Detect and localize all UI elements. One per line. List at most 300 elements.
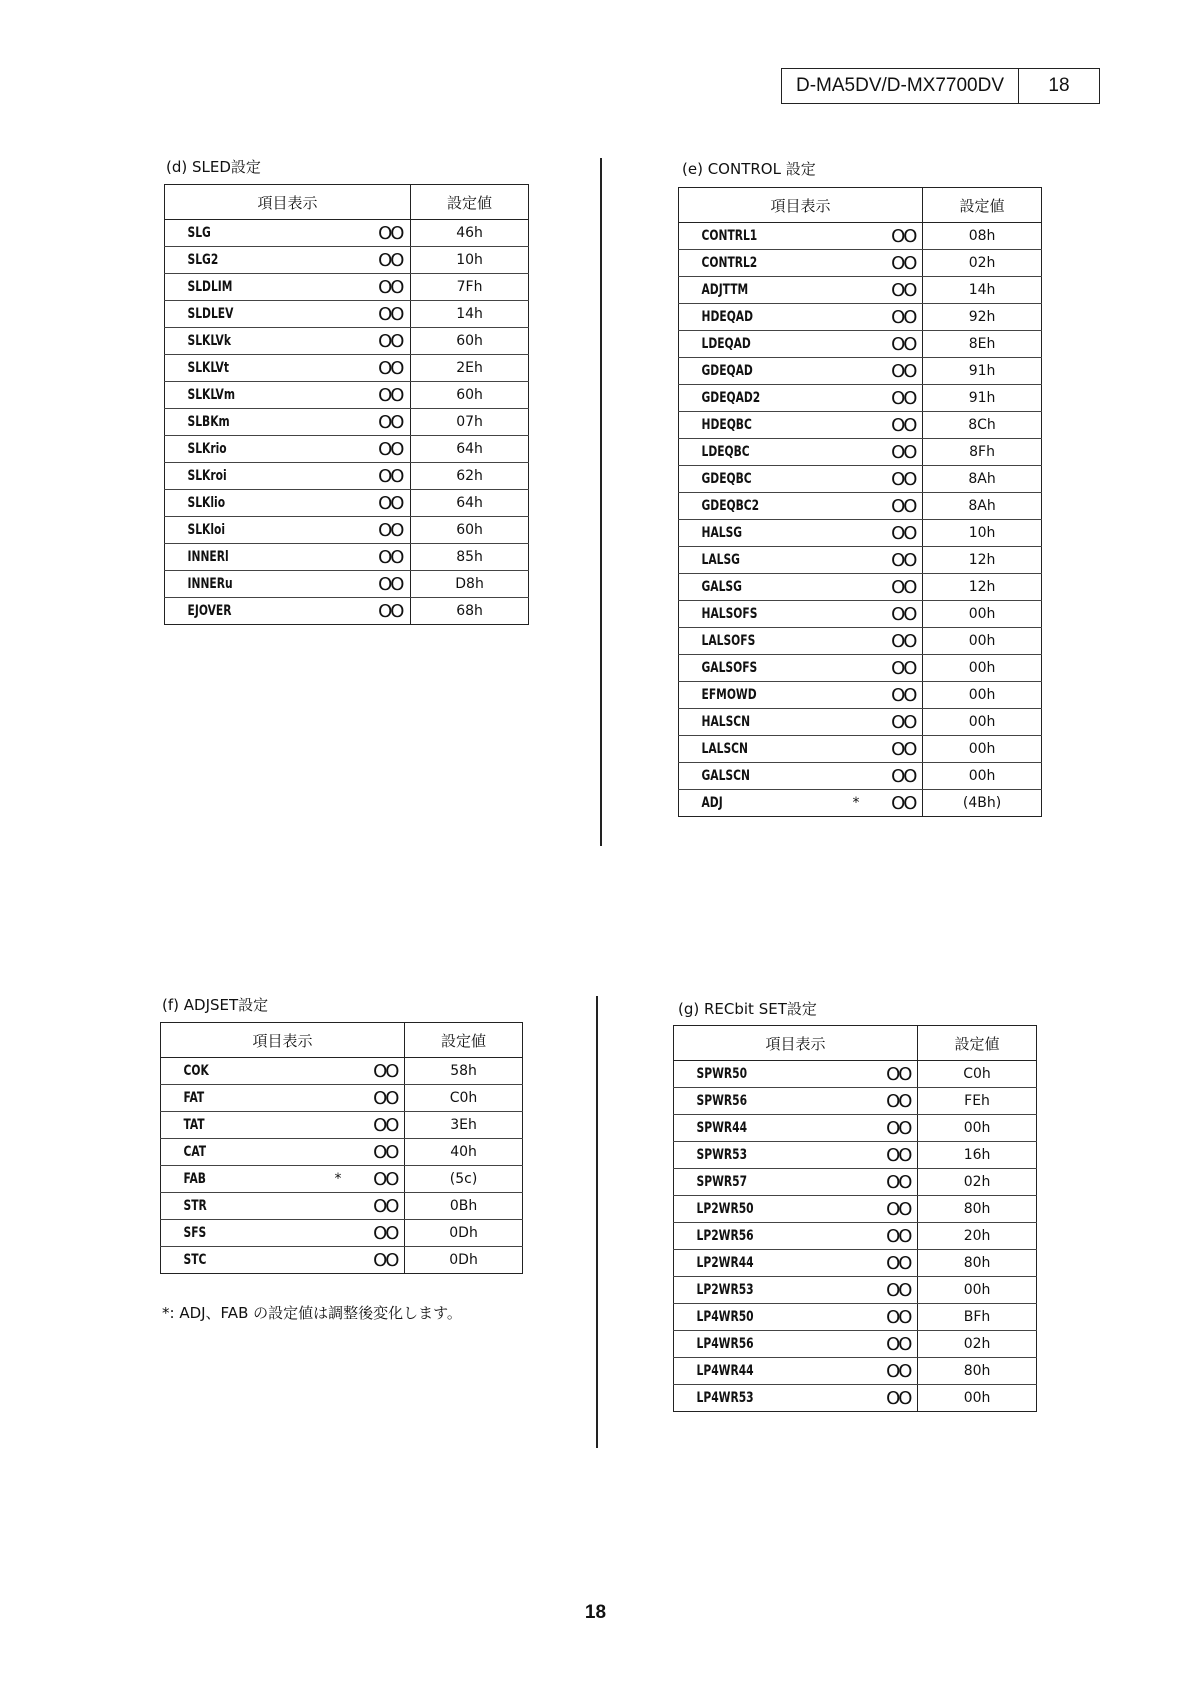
adjust-marker: [335, 598, 371, 625]
table-row: [165, 301, 529, 328]
table-row: [679, 682, 1042, 709]
adjust-marker: [335, 436, 371, 463]
setting-name: HDEQAD: [679, 304, 824, 331]
adjust-marker: [331, 1193, 367, 1220]
placeholder-mark: OO: [371, 274, 411, 301]
setting-value: 60h: [411, 328, 529, 355]
placeholder-mark: OO: [880, 1196, 918, 1223]
placeholder-mark: OO: [880, 1061, 918, 1088]
document-header: [781, 68, 1100, 104]
setting-name: LP2WR44: [674, 1250, 819, 1277]
setting-value: 20h: [918, 1223, 1037, 1250]
setting-value: 8Eh: [923, 331, 1042, 358]
setting-name: ADJ: [701, 795, 723, 811]
placeholder-mark: OO: [885, 790, 923, 817]
setting-name: COK: [161, 1058, 306, 1085]
setting-value: 91h: [923, 385, 1042, 412]
placeholder-mark: OO: [880, 1223, 918, 1250]
placeholder-mark: OO: [880, 1250, 918, 1277]
setting-name: LALSG: [679, 547, 824, 574]
adjust-marker: *: [852, 795, 860, 811]
adjust-marker: [331, 1058, 367, 1085]
setting-value: 08h: [923, 223, 1042, 250]
placeholder-mark: OO: [367, 1247, 405, 1274]
setting-value: 2Eh: [411, 355, 529, 382]
setting-name: SLG: [165, 220, 310, 247]
setting-value: 7Fh: [411, 274, 529, 301]
placeholder-mark: OO: [885, 331, 923, 358]
placeholder-mark: OO: [885, 304, 923, 331]
setting-value: 60h: [411, 382, 529, 409]
table-row: [674, 1142, 1037, 1169]
setting-value: 00h: [923, 682, 1042, 709]
setting-value: 00h: [918, 1277, 1037, 1304]
placeholder-mark: OO: [880, 1277, 918, 1304]
adjust-marker: [849, 331, 885, 358]
placeholder-mark: OO: [371, 328, 411, 355]
adjust-marker: [849, 547, 885, 574]
adjust-marker: [844, 1223, 880, 1250]
placeholder-mark: OO: [371, 490, 411, 517]
column-header-item: 項目表示: [161, 1023, 405, 1058]
setting-name: SLKloi: [165, 517, 310, 544]
setting-name: GALSCN: [679, 763, 824, 790]
column-header-value: 設定値: [918, 1026, 1037, 1061]
setting-name: SPWR57: [674, 1169, 819, 1196]
adjust-marker: [335, 517, 371, 544]
table-row: [679, 628, 1042, 655]
table-row: [674, 1331, 1037, 1358]
table-row: [679, 493, 1042, 520]
setting-name: LP4WR44: [674, 1358, 819, 1385]
column-divider-top: [600, 158, 602, 846]
placeholder-mark: OO: [371, 571, 411, 598]
table-row: [161, 1220, 523, 1247]
table-row: [679, 331, 1042, 358]
placeholder-mark: OO: [367, 1112, 405, 1139]
placeholder-mark: OO: [367, 1058, 405, 1085]
setting-name: LDEQAD: [679, 331, 824, 358]
adjust-marker: [335, 463, 371, 490]
placeholder-mark: OO: [885, 250, 923, 277]
placeholder-mark: OO: [885, 628, 923, 655]
setting-value: 60h: [411, 517, 529, 544]
setting-value: (5c): [405, 1166, 523, 1193]
placeholder-mark: OO: [880, 1115, 918, 1142]
placeholder-mark: OO: [885, 385, 923, 412]
placeholder-mark: OO: [367, 1166, 405, 1193]
setting-name: SLKroi: [165, 463, 310, 490]
section-title-adjset: (f) ADJSET設定: [162, 996, 269, 1014]
setting-name: LP2WR50: [674, 1196, 819, 1223]
adjust-marker: [849, 736, 885, 763]
adjust-marker: [844, 1196, 880, 1223]
table-row: [674, 1358, 1037, 1385]
table-row: [679, 466, 1042, 493]
setting-name: FAB: [161, 1166, 306, 1193]
adjust-marker: [335, 220, 371, 247]
table-row: [679, 385, 1042, 412]
adjust-marker: [849, 412, 885, 439]
table-row: [674, 1088, 1037, 1115]
adjust-marker: [849, 655, 885, 682]
column-header-value: 設定値: [923, 188, 1042, 223]
table-row: [165, 409, 529, 436]
table-row: [165, 274, 529, 301]
table-row: [165, 436, 529, 463]
setting-value: FEh: [918, 1088, 1037, 1115]
column-header-item: 項目表示: [679, 188, 923, 223]
table-row: [679, 304, 1042, 331]
setting-value: 12h: [923, 547, 1042, 574]
adjust-marker: [844, 1331, 880, 1358]
setting-value: 00h: [923, 655, 1042, 682]
table-row: [679, 358, 1042, 385]
placeholder-mark: OO: [885, 223, 923, 250]
setting-name: GDEQBC2: [679, 493, 824, 520]
setting-value: 00h: [963, 1390, 991, 1406]
adjust-marker: [335, 490, 371, 517]
setting-value: 10h: [411, 247, 529, 274]
setting-name: LALSCN: [679, 736, 824, 763]
setting-name: EFMOWD: [679, 682, 824, 709]
setting-name: LALSOFS: [679, 628, 824, 655]
setting-value: 58h: [405, 1058, 523, 1085]
setting-name: GALSG: [679, 574, 824, 601]
setting-name: GALSOFS: [679, 655, 824, 682]
setting-name: INNERu: [165, 571, 310, 598]
table-row: [674, 1169, 1037, 1196]
setting-value: 8Fh: [923, 439, 1042, 466]
control-settings-table: [678, 187, 1042, 817]
setting-value: 64h: [411, 490, 529, 517]
placeholder-mark: OO: [371, 598, 411, 625]
table-row: [165, 571, 529, 598]
setting-value: 02h: [918, 1169, 1037, 1196]
placeholder-mark: OO: [885, 655, 923, 682]
table-row: [674, 1115, 1037, 1142]
setting-value: 8Ah: [923, 466, 1042, 493]
placeholder-mark: OO: [880, 1304, 918, 1331]
placeholder-mark: OO: [885, 493, 923, 520]
table-row: [679, 412, 1042, 439]
adjust-marker: [849, 304, 885, 331]
section-title-control: (e) CONTROL 設定: [682, 160, 816, 178]
setting-name: LP2WR56: [674, 1223, 819, 1250]
setting-name: SLDLEV: [165, 301, 310, 328]
setting-value: 91h: [923, 358, 1042, 385]
adjust-marker: [335, 274, 371, 301]
setting-value: 80h: [918, 1358, 1037, 1385]
adjust-marker: [335, 328, 371, 355]
setting-name: CONTRL2: [679, 250, 824, 277]
setting-name: SLKrio: [165, 436, 310, 463]
setting-name: HALSOFS: [679, 601, 824, 628]
table-row: [165, 382, 529, 409]
adjust-marker: [335, 382, 371, 409]
adjust-marker: [844, 1304, 880, 1331]
setting-value: 68h: [456, 603, 483, 619]
adjust-marker: [849, 385, 885, 412]
adjset-settings-table: [160, 1022, 523, 1274]
adjust-marker: [335, 571, 371, 598]
table-row: [165, 490, 529, 517]
placeholder-mark: OO: [367, 1085, 405, 1112]
placeholder-mark: OO: [885, 439, 923, 466]
adjust-marker: [844, 1358, 880, 1385]
placeholder-mark: OO: [885, 574, 923, 601]
table-row: [679, 790, 1042, 817]
placeholder-mark: OO: [880, 1088, 918, 1115]
setting-name: TAT: [161, 1112, 306, 1139]
setting-name: SLKlio: [165, 490, 310, 517]
adjust-marker: [844, 1277, 880, 1304]
adjust-marker: [335, 355, 371, 382]
adjust-marker: [335, 247, 371, 274]
table-row: [674, 1223, 1037, 1250]
placeholder-mark: OO: [371, 544, 411, 571]
table-row: [161, 1166, 523, 1193]
placeholder-mark: OO: [885, 709, 923, 736]
setting-value: 64h: [411, 436, 529, 463]
setting-name: GDEQAD: [679, 358, 824, 385]
column-header-item: 項目表示: [165, 185, 411, 220]
section-title-recbit-set: (g) RECbit SET設定: [678, 1000, 817, 1018]
setting-value: 07h: [411, 409, 529, 436]
setting-name: SLDLIM: [165, 274, 310, 301]
setting-name: SFS: [161, 1220, 306, 1247]
setting-value: BFh: [918, 1304, 1037, 1331]
footnote: *: ADJ、FAB の設定値は調整後変化します。: [162, 1304, 462, 1322]
placeholder-mark: OO: [880, 1331, 918, 1358]
setting-value: 00h: [923, 763, 1042, 790]
setting-value: 16h: [918, 1142, 1037, 1169]
table-row: [674, 1196, 1037, 1223]
header-page-number: 18: [1048, 75, 1070, 96]
adjust-marker: [849, 601, 885, 628]
setting-value: 00h: [918, 1115, 1037, 1142]
setting-name: FAT: [161, 1085, 306, 1112]
adjust-marker: [331, 1112, 367, 1139]
table-row: [165, 247, 529, 274]
setting-value: (4Bh): [962, 795, 1002, 811]
adjust-marker: [844, 1250, 880, 1277]
placeholder-mark: OO: [885, 682, 923, 709]
placeholder-mark: OO: [885, 520, 923, 547]
placeholder-mark: OO: [885, 277, 923, 304]
table-row: [679, 601, 1042, 628]
table-row: [679, 574, 1042, 601]
table-row: [165, 598, 529, 625]
setting-name: HALSCN: [679, 709, 824, 736]
adjust-marker: [849, 682, 885, 709]
setting-value: 10h: [923, 520, 1042, 547]
setting-value: C0h: [405, 1085, 523, 1112]
setting-name: SPWR56: [674, 1088, 819, 1115]
setting-value: 46h: [411, 220, 529, 247]
table-row: [674, 1277, 1037, 1304]
setting-value: 14h: [411, 301, 529, 328]
table-row: [165, 355, 529, 382]
setting-value: 00h: [923, 601, 1042, 628]
adjust-marker: [331, 1247, 367, 1274]
setting-value: C0h: [918, 1061, 1037, 1088]
setting-value: 80h: [918, 1196, 1037, 1223]
adjust-marker: [844, 1385, 880, 1412]
adjust-marker: [335, 301, 371, 328]
setting-name: CAT: [161, 1139, 306, 1166]
table-row: [679, 250, 1042, 277]
setting-name: CONTRL1: [679, 223, 824, 250]
adjust-marker: [331, 1085, 367, 1112]
table-row: [165, 220, 529, 247]
adjust-marker: [844, 1088, 880, 1115]
table-row: [679, 520, 1042, 547]
adjust-marker: [331, 1220, 367, 1247]
adjust-marker: [849, 223, 885, 250]
adjust-marker: [844, 1169, 880, 1196]
table-row: [679, 655, 1042, 682]
adjust-marker: [844, 1142, 880, 1169]
placeholder-mark: OO: [367, 1139, 405, 1166]
setting-name: STC: [183, 1252, 206, 1268]
table-row: [679, 709, 1042, 736]
table-row: [679, 223, 1042, 250]
adjust-marker: *: [331, 1166, 367, 1193]
setting-name: GDEQBC: [679, 466, 824, 493]
setting-value: 02h: [923, 250, 1042, 277]
adjust-marker: [849, 466, 885, 493]
setting-name: SPWR53: [674, 1142, 819, 1169]
page-number: 18: [584, 1602, 607, 1623]
placeholder-mark: OO: [885, 736, 923, 763]
adjust-marker: [849, 358, 885, 385]
adjust-marker: [849, 439, 885, 466]
table-row: [674, 1250, 1037, 1277]
recbit-settings-table: [673, 1025, 1037, 1412]
placeholder-mark: OO: [371, 409, 411, 436]
placeholder-mark: OO: [371, 355, 411, 382]
table-row: [161, 1139, 523, 1166]
setting-value: 0Bh: [405, 1193, 523, 1220]
table-row: [679, 763, 1042, 790]
adjust-marker: [849, 493, 885, 520]
section-title-sled: (d) SLED設定: [166, 158, 261, 176]
table-row: [674, 1304, 1037, 1331]
placeholder-mark: OO: [880, 1385, 918, 1412]
setting-value: 12h: [923, 574, 1042, 601]
table-row: [165, 463, 529, 490]
setting-name: SPWR50: [674, 1061, 819, 1088]
placeholder-mark: OO: [885, 466, 923, 493]
adjust-marker: [844, 1061, 880, 1088]
setting-value: 02h: [918, 1331, 1037, 1358]
setting-name: LP4WR53: [696, 1390, 754, 1406]
setting-name: SLG2: [165, 247, 310, 274]
setting-value: 00h: [923, 736, 1042, 763]
adjust-marker: [849, 250, 885, 277]
setting-value: 8Ah: [923, 493, 1042, 520]
setting-name: SLBKm: [165, 409, 310, 436]
adjust-marker: [849, 574, 885, 601]
setting-name: HDEQBC: [679, 412, 824, 439]
setting-name: EJOVER: [187, 603, 231, 619]
setting-value: 40h: [405, 1139, 523, 1166]
table-row: [679, 277, 1042, 304]
setting-name: LP4WR50: [674, 1304, 819, 1331]
placeholder-mark: OO: [371, 517, 411, 544]
placeholder-mark: OO: [371, 301, 411, 328]
table-row: [679, 736, 1042, 763]
placeholder-mark: OO: [885, 412, 923, 439]
placeholder-mark: OO: [885, 358, 923, 385]
sled-settings-table: [164, 184, 529, 625]
setting-value: 0Dh: [405, 1220, 523, 1247]
model-name: D-MA5DV/D-MX7700DV: [782, 69, 1019, 103]
adjust-marker: [331, 1139, 367, 1166]
setting-name: HALSG: [679, 520, 824, 547]
table-row: [165, 517, 529, 544]
setting-name: STR: [161, 1193, 306, 1220]
adjust-marker: [844, 1115, 880, 1142]
setting-value: 92h: [923, 304, 1042, 331]
setting-name: SPWR44: [674, 1115, 819, 1142]
adjust-marker: [335, 544, 371, 571]
table-row: [679, 547, 1042, 574]
table-row: [161, 1085, 523, 1112]
setting-name: GDEQAD2: [679, 385, 824, 412]
placeholder-mark: OO: [371, 247, 411, 274]
placeholder-mark: OO: [367, 1220, 405, 1247]
setting-value: 80h: [918, 1250, 1037, 1277]
placeholder-mark: OO: [885, 547, 923, 574]
placeholder-mark: OO: [371, 436, 411, 463]
setting-name: LDEQBC: [679, 439, 824, 466]
setting-value: 85h: [411, 544, 529, 571]
setting-value: 0Dh: [449, 1252, 478, 1268]
placeholder-mark: OO: [885, 763, 923, 790]
table-row: [165, 544, 529, 571]
placeholder-mark: OO: [371, 220, 411, 247]
setting-value: 00h: [923, 709, 1042, 736]
column-header-value: 設定値: [411, 185, 529, 220]
column-header-value: 設定値: [405, 1023, 523, 1058]
setting-name: SLKLVm: [165, 382, 310, 409]
adjust-marker: [335, 409, 371, 436]
placeholder-mark: OO: [880, 1358, 918, 1385]
placeholder-mark: OO: [371, 382, 411, 409]
setting-name: LP2WR53: [674, 1277, 819, 1304]
adjust-marker: [849, 628, 885, 655]
placeholder-mark: OO: [880, 1169, 918, 1196]
table-row: [161, 1112, 523, 1139]
setting-name: INNERl: [165, 544, 310, 571]
placeholder-mark: OO: [371, 463, 411, 490]
table-row: [674, 1061, 1037, 1088]
adjust-marker: [849, 709, 885, 736]
table-row: [679, 439, 1042, 466]
table-row: [165, 328, 529, 355]
table-row: [674, 1385, 1037, 1412]
setting-value: 8Ch: [923, 412, 1042, 439]
setting-name: SLKLVk: [165, 328, 310, 355]
setting-name: ADJTTM: [679, 277, 824, 304]
adjust-marker: [849, 277, 885, 304]
table-row: [161, 1247, 523, 1274]
setting-value: 00h: [923, 628, 1042, 655]
setting-value: 14h: [923, 277, 1042, 304]
placeholder-mark: OO: [880, 1142, 918, 1169]
